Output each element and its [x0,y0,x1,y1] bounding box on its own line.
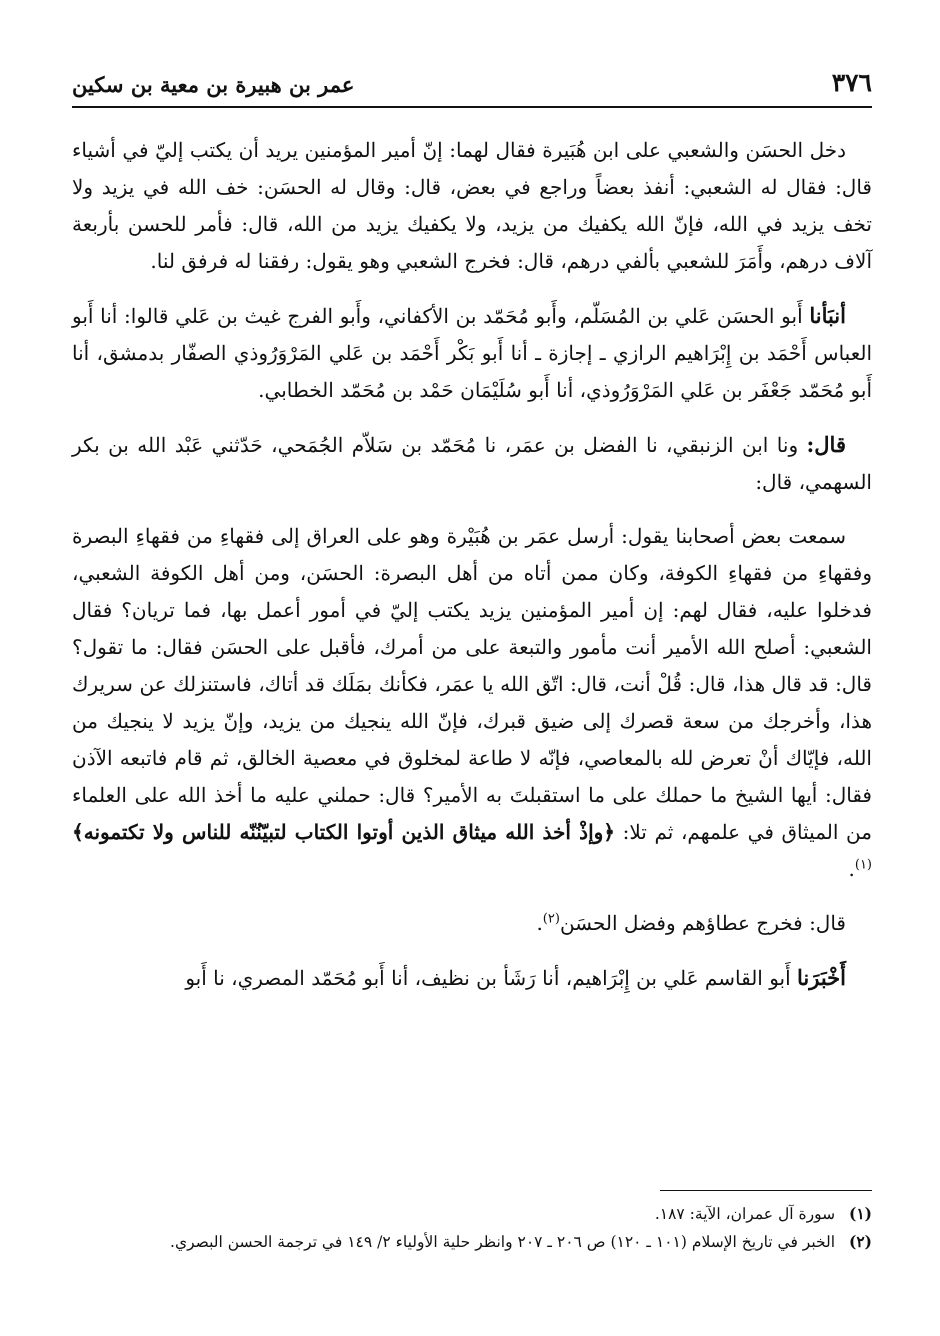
paragraph [72,905,872,942]
footnote [72,1228,872,1256]
running-head-title: عمر بن هبيرة بن معية بن سكين [72,72,355,97]
footnote-ref: (١) [854,857,872,873]
footnote-divider [660,1190,872,1191]
paragraph [72,132,872,280]
paragraph [72,426,872,501]
footnote-text: سورة آل عمران، الآية: ١٨٧. [654,1205,836,1223]
footnote-ref: (٢) [542,911,560,927]
paragraph-tail: . [848,857,855,881]
footnote-number: (١) [848,1204,872,1223]
isnad-keyword: أنبَأنا [809,303,846,328]
paragraph-text: أَبو القاسم عَلي بن إِبْرَاهيم، أنا رَشَأ بن نظيف، أنا أَبو مُحَمّد المصري، نا أَبو [185,966,798,990]
quran-verse: ﴿وإذْ أخذ الله ميثاق الذين أوتوا الكتاب لتبيّنُنّه للناس ولا تكتمونه﴾ [72,820,615,844]
footnote [72,1200,872,1228]
footnote-number: (٢) [848,1232,872,1251]
paragraph [72,518,872,888]
footnotes [72,1200,872,1256]
paragraph [72,297,872,409]
isnad-keyword: قال: [806,432,846,457]
paragraph-text: سمعت بعض أصحابنا يقول: أرسل عمَر بن هُبَيْرة وهو على العراق إلى فقهاءِ من فقهاءِ البصرة وفقهاءِ من فقهاءِ الكوفة، وكان ممن أتاه من أهل البصرة: الحسَن، ومن أهل الكوفة الشعبي، فدخلوا عليه، فقال لهم: إن أمير المؤمنين يزيد يكتب إليّ في أمور أعمل بها، فما تريان؟ فقال الشعبي: أصلح الله الأمير أنت مأمور والتبعة على من أمرك، فأقبل على الحسَن فقال: ما تقول؟ قال: قد قال هذا، قال: قُلْ أنت، قال: اتّق الله يا عمَر، فكأنك بمَلَك قد أتاك، فاستنزلك عن سريرك هذا، وأخرجك من سعة قصرك إلى ضيق قبرك، فإنّ الله ينجيك من يزيد، وإنّ يزيد لا ينجيك من الله، فإيّاك أنْ تعرض لله بالمعاصي، فإنّه لا طاعة لمخلوق في معصية الخالق، ثم قام فاتبعه الآذن فقال: أيها الشيخ ما حملك على ما استقبلتَ به الأمير؟ قال: حملني عليه ما أخذ الله على العلماء من الميثاق في علمهم، ثم تلا: [72,524,872,844]
paragraph-tail: . [536,911,543,935]
paragraph-text: أَبو الحسَن عَلي بن المُسَلّم، وأَبو مُحَمّد بن الأكفاني، وأَبو الفرج غيث بن عَلي قالوا: أنا أَبو العباس أَحْمَد بن إِبْرَاهيم الرازي ـ إجازة ـ أنا أَبو بَكْر أَحْمَد بن عَلي المَرْوَرُوذي الصفّار بدمشق، أنا أَبو مُحَمّد جَعْفَر بن عَلي المَرْوَرُوذي، أنا أَبو سُلَيْمَان حَمْد بن مُحَمّد الخطابي. [72,304,872,402]
paragraph-text: ونا ابن الزنبقي، نا الفضل بن عمَر، نا مُحَمّد بن سَلاّم الجُمَحي، حَدّثني عَبْد الله بن بكر السهمي، قال: [72,433,872,494]
main-text [72,132,872,1014]
running-head [72,66,872,106]
paragraph [72,959,872,997]
paragraph-text: قال: فخرج عطاؤهم وفضل الحسَن [559,911,846,935]
header-divider [72,106,872,108]
footnote-text: الخبر في تاريخ الإسلام (١٠١ ـ ١٢٠) ص ٢٠٦ ـ ٢٠٧ وانظر حلية الأولياء ٢/ ١٤٩ في ترجمة الحسن البصري. [170,1233,836,1251]
page-number: ٣٧٦ [831,68,872,97]
paragraph-text: دخل الحسَن والشعبي على ابن هُبَيرة فقال لهما: إنّ أمير المؤمنين يريد أن يكتب إليّ في أشياء قال: فقال له الشعبي: أنفذ بعضاً وراجع في بعض، قال: وقال له الحسَن: خف الله في يزيد ولا تخف يزيد في الله، فإنّ الله يكفيك من يزيد، ولا يكفيك يزيد من الله، قال: فأمر للحسن بأربعة آلاف درهم، وأَمَرَ للشعبي بألفي درهم، قال: فخرج الشعبي وهو يقول: رفقنا له فرفق لنا. [72,138,872,273]
isnad-keyword: أَخْبَرَنا [797,965,846,990]
